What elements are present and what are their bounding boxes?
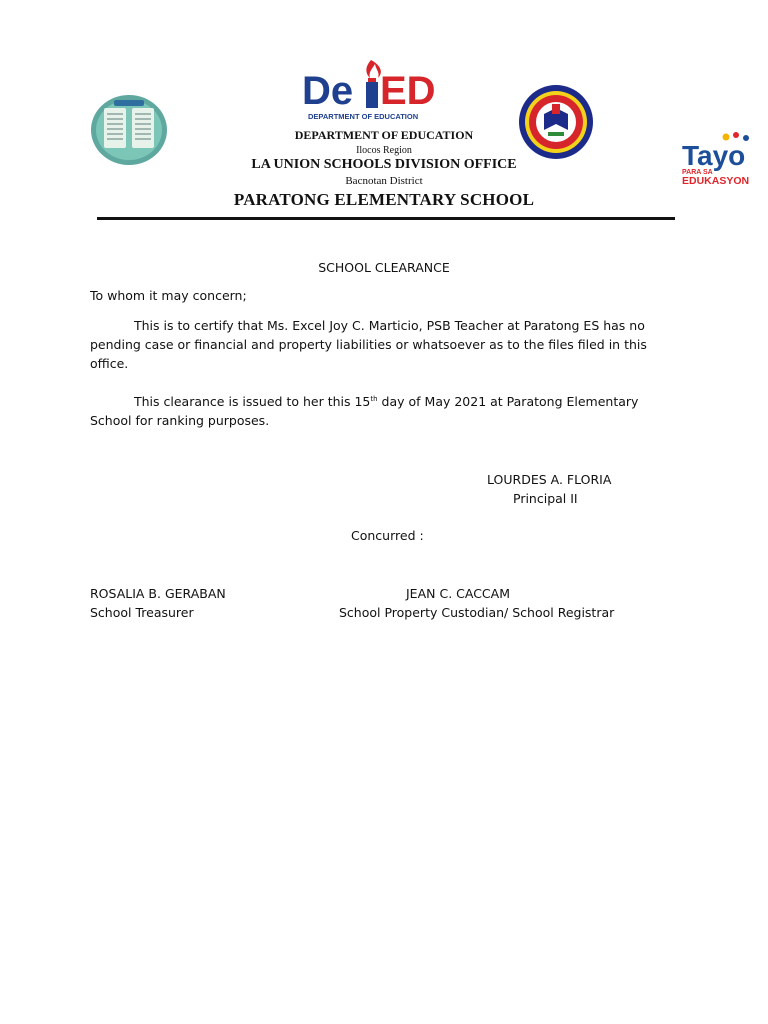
region-heading: Ilocos Region xyxy=(356,145,412,156)
tayo-sub-text-2: EDUKASYON xyxy=(682,175,750,187)
custodian-title: School Property Custodian/ School Registrar xyxy=(339,605,615,620)
issuance-text-before: This clearance is issued to her this 15 xyxy=(134,394,371,409)
svg-text:DEPARTMENT OF EDUCATION: DEPARTMENT OF EDUCATION xyxy=(308,112,419,121)
header-divider xyxy=(97,217,675,220)
district-heading: Bacnotan District xyxy=(345,175,423,187)
treasurer-name: ROSALIA B. GERABAN xyxy=(90,586,226,601)
deped-torch-logo-icon xyxy=(300,56,450,126)
salutation: To whom it may concern; xyxy=(90,288,247,303)
school-name-heading: PARATONG ELEMENTARY SCHOOL xyxy=(233,190,535,209)
deped-logo xyxy=(300,56,450,126)
custodian-name: JEAN C. CACCAM xyxy=(406,586,510,601)
principal-name: LOURDES A. FLORIA xyxy=(487,472,612,487)
svg-text:ED: ED xyxy=(380,69,436,113)
certification-paragraph: This is to certify that Ms. Excel Joy C. Marticio, PSB Teacher at Paratong ES has no pending case or financial and property liabilities or whatsoever as to the files filed in this office. xyxy=(90,318,647,371)
svg-text:De: De xyxy=(302,69,354,113)
document-title: SCHOOL CLEARANCE xyxy=(318,260,450,275)
ordinal-suffix: th xyxy=(370,394,378,403)
issuance-paragraph xyxy=(90,392,670,430)
treasurer-title: School Treasurer xyxy=(90,605,194,620)
tayo-sub-text-1: PARA SA xyxy=(682,169,713,176)
division-heading: LA UNION SCHOOLS DIVISION OFFICE xyxy=(251,157,517,172)
principal-title: Principal II xyxy=(513,491,578,506)
concurred-label: Concurred : xyxy=(351,528,424,543)
issuance-text-after: day of May 2021 at Paratong Elementary School for ranking purposes. xyxy=(90,394,639,428)
tayo-text: Tayo xyxy=(682,140,746,171)
department-heading: DEPARTMENT OF EDUCATION xyxy=(294,128,474,142)
